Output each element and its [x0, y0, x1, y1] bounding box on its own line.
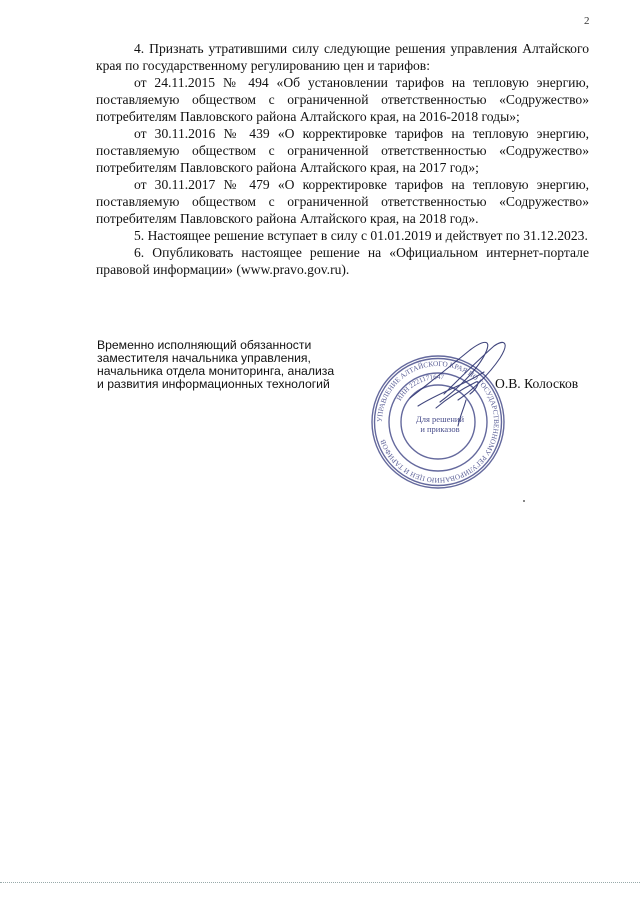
- stamp-center-line-2: и приказов: [420, 424, 460, 434]
- signer-position: [97, 339, 377, 391]
- repealed-decision-3: от 30.11.2017 № 479 «О корректировке тарифов на тепловую энергию, поставляемую обществом с ограниченной ответственностью «Содружество» потребителям Павловского района Алтайского края, на 2018 год».: [96, 177, 589, 226]
- stamp-center-line-1: Для решений: [415, 414, 465, 424]
- stamp-inn-text: ИНН 2221171647: [395, 372, 445, 403]
- repealed-decision-2: от 30.11.2016 № 439 «О корректировке тарифов на тепловую энергию, поставляемую обществом с ограниченной ответственностью «Содружество» потребителям Павловского района Алтайского края, на 2017 год»;: [96, 126, 589, 175]
- repealed-decision-1: от 24.11.2015 № 494 «Об установлении тарифов на тепловую энергию, поставляемую обществом с ограниченной ответственностью «Содружество» потребителям Павловского района Алтайского края, на 2016-2018 годы»;: [96, 75, 589, 124]
- position-line: Временно исполняющий обязанности: [97, 338, 312, 352]
- signer-name: О.В. Колосков: [495, 376, 579, 391]
- scan-speck: [523, 500, 525, 502]
- paragraph-4: 4. Признать утратившими силу следующие решения управления Алтайского края по государственному регулированию цен и тарифов:: [96, 41, 589, 73]
- scan-edge-line: [0, 882, 640, 883]
- document-body: [96, 40, 589, 278]
- position-line: заместителя начальника управления,: [97, 351, 311, 365]
- stamp-outer-text: УПРАВЛЕНИЕ АЛТАЙСКОГО КРАЯ ПО ГОСУДАРСТВЕННОМУ РЕГУЛИРОВАНИЮ ЦЕН И ТАРИФОВ: [375, 359, 501, 485]
- paragraph-6: 6. Опубликовать настоящее решение на «Официальном интернет-портале правовой информации» (www.pravo.gov.ru).: [96, 245, 589, 277]
- page-number: 2: [584, 15, 590, 27]
- position-line: начальника отдела мониторинга, анализа: [97, 364, 335, 378]
- paragraph-5: 5. Настоящее решение вступает в силу с 01.01.2019 и действует по 31.12.2023.: [134, 228, 588, 243]
- position-line: и развития информационных технологий: [97, 377, 330, 391]
